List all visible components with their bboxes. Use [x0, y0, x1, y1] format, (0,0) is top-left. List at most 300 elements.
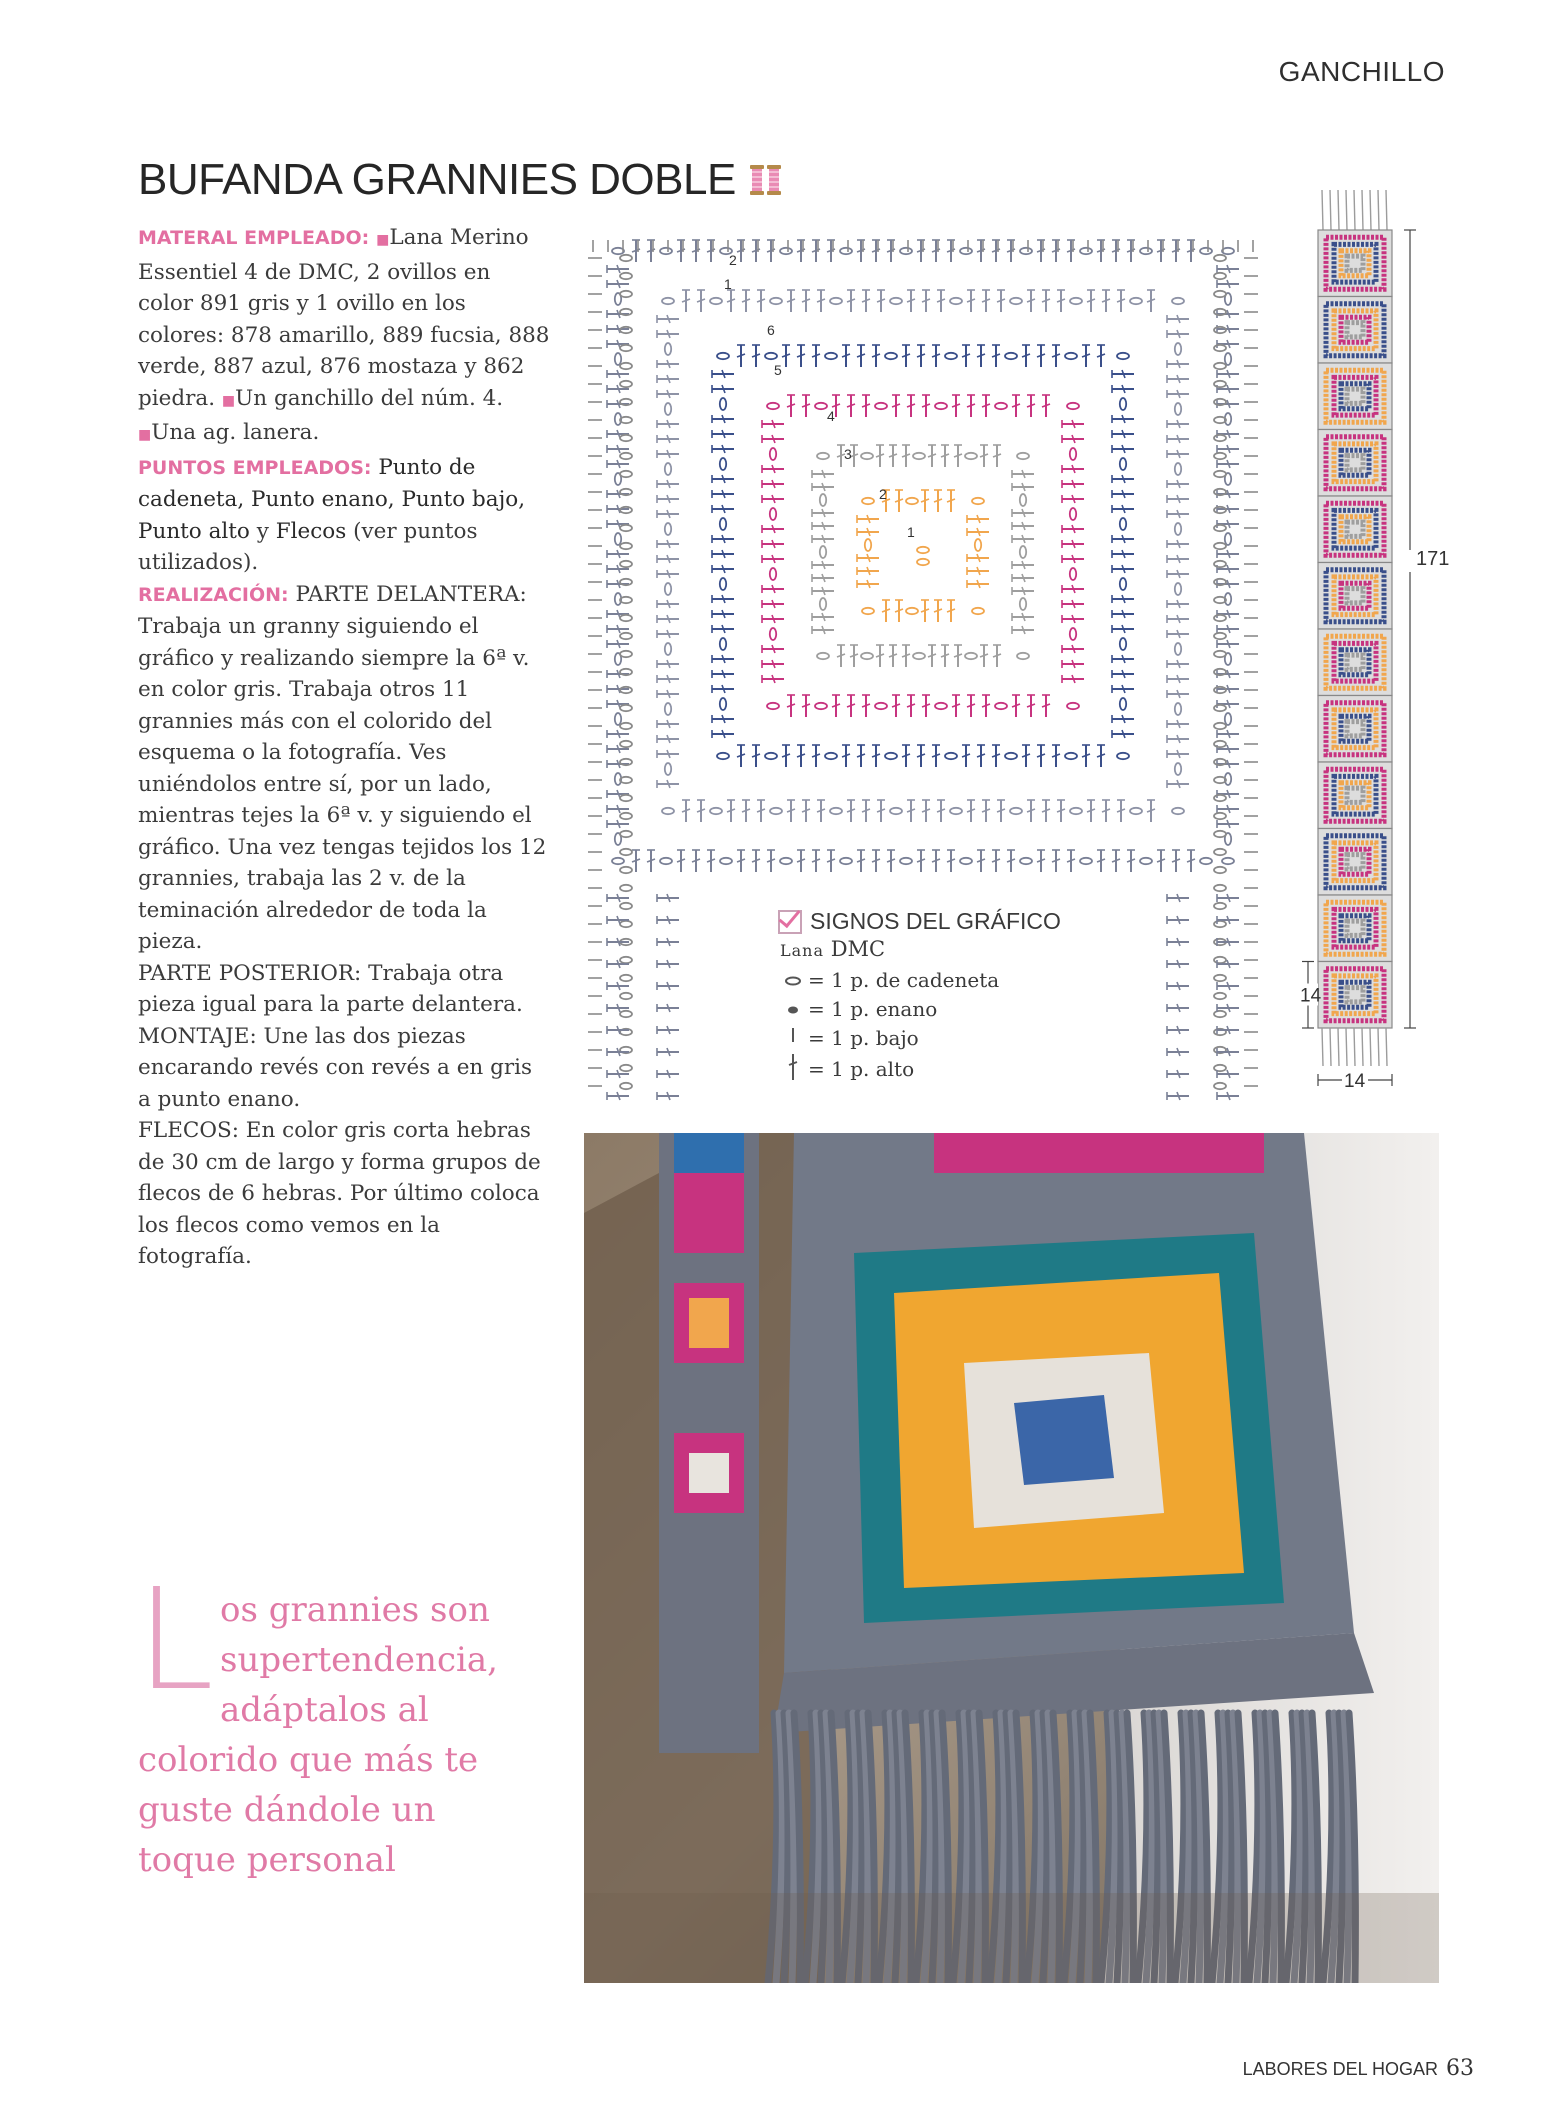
fringe-strand: [1346, 190, 1347, 230]
stitch-double-crochet: [707, 850, 715, 872]
stitch-double-crochet: [967, 554, 989, 562]
stitch-chain: [620, 921, 632, 927]
stitch-double-crochet: [1167, 360, 1189, 368]
stitch-double-crochet: [1112, 715, 1134, 723]
stitch-double-crochet: [657, 1070, 679, 1078]
stitch-double-crochet: [797, 745, 805, 767]
stitch-double-crochet: [782, 745, 790, 767]
stitch-double-crochet: [857, 515, 879, 523]
stitch-double-crochet: [657, 938, 679, 946]
dimension-square-width: 14: [1344, 1071, 1366, 1090]
fringe-strand: [1378, 1028, 1379, 1066]
stitch-double-crochet: [1012, 509, 1034, 517]
stitch-double-crochet: [887, 850, 895, 872]
stitch-double-crochet: [657, 916, 679, 924]
stitch-double-crochet: [1217, 760, 1239, 768]
stitch-double-crochet: [802, 395, 810, 417]
stitch-double-crochet: [697, 290, 705, 312]
stitch-chain: [1117, 753, 1129, 759]
stitch-double-crochet: [1042, 800, 1050, 822]
stitch-chain: [615, 533, 621, 545]
fringe-strand: [1330, 1028, 1331, 1066]
stitch-double-crochet: [947, 850, 955, 872]
stitch-double-crochet: [1007, 850, 1015, 872]
stitch-chain: [830, 808, 842, 814]
stitch-double-crochet: [762, 600, 784, 608]
stitch-double-crochet: [712, 415, 734, 423]
assembly-text: MONTAJE: Une las dos piezas encarando revés con revés a en gris a punto enano.: [138, 1023, 533, 1112]
stitch-double-crochet: [1167, 1092, 1189, 1100]
stitch-double-crochet: [1102, 800, 1110, 822]
stitch-chain: [1130, 298, 1142, 304]
stitch-chain: [1005, 353, 1017, 359]
stitch-double-crochet: [1062, 645, 1084, 653]
stitch-double-crochet: [802, 800, 810, 822]
stitch-double-crochet: [817, 290, 825, 312]
stitch-double-crochet: [712, 625, 734, 633]
stitch-double-crochet: [1112, 625, 1134, 633]
stitch-double-crochet: [872, 850, 880, 872]
chain-icon: [778, 968, 808, 992]
stitch-double-crochet: [1117, 290, 1125, 312]
stitch-double-crochet: [937, 290, 945, 312]
stitch-double-crochet: [872, 745, 880, 767]
round-label: 2: [729, 252, 737, 268]
stitch-double-crochet: [1157, 240, 1165, 262]
stitch-chain: [620, 867, 632, 873]
stitch-chain: [620, 471, 632, 477]
stitch-chain: [720, 458, 726, 470]
stitch-double-crochet: [892, 695, 900, 717]
stitch-chain: [1214, 849, 1226, 855]
stitch-double-crochet: [657, 894, 679, 902]
round-label: 1: [724, 276, 732, 292]
stitch-double-crochet: [1112, 565, 1134, 573]
stitch-double-crochet: [967, 395, 975, 417]
stitch-double-crochet: [657, 630, 679, 638]
stitch-chain: [1214, 525, 1226, 531]
stitch-double-crochet: [742, 800, 750, 822]
stitch-double-crochet: [1167, 450, 1189, 458]
stitch-double-crochet: [762, 675, 784, 683]
stitches-label: PUNTOS EMPLEADOS:: [138, 456, 372, 479]
bullet-icon: ■: [138, 427, 152, 443]
stitch-double-crochet: [941, 645, 949, 667]
fringe-text: FLECOS: En color gris corta hebras de 30 cm de largo y forma grupos de flecos de 6 hebras. Por último coloca los flecos como vemos en la fotografía.: [138, 1118, 541, 1269]
stitch-double-crochet: [1062, 675, 1084, 683]
stitch-double-crochet: [982, 800, 990, 822]
stitch-double-crochet: [977, 850, 985, 872]
stitch-chain: [965, 453, 977, 459]
stitch-chain: [945, 353, 957, 359]
stitch-double-crochet: [1062, 600, 1084, 608]
stitch-chain: [1080, 248, 1092, 254]
stitch-double-crochet: [762, 480, 784, 488]
stitch-double-crochet: [937, 800, 945, 822]
stitch-double-crochet: [877, 800, 885, 822]
stitch-chain: [620, 1065, 632, 1071]
scarf-photo: [584, 1133, 1439, 1983]
stitch-chain: [770, 298, 782, 304]
stitch-double-crochet: [982, 695, 990, 717]
stitch-double-crochet: [847, 695, 855, 717]
stitch-double-crochet: [657, 555, 679, 563]
stitch-double-crochet: [1112, 430, 1134, 438]
stitch-chain: [720, 518, 726, 530]
stitch-chain: [960, 858, 972, 864]
stitch-chain: [660, 248, 672, 254]
stitch-double-crochet: [928, 645, 936, 667]
stitch-double-crochet: [1062, 585, 1084, 593]
stitch-double-crochet: [1112, 445, 1134, 453]
stitch-double-crochet: [917, 345, 925, 367]
stitch-chain: [620, 651, 632, 657]
stitch-chain: [620, 1083, 632, 1089]
stitch-double-crochet: [847, 290, 855, 312]
stitch-double-crochet: [1217, 805, 1239, 813]
stitch-double-crochet: [967, 580, 989, 588]
stitch-double-crochet: [1112, 685, 1134, 693]
stitch-double-crochet: [892, 395, 900, 417]
stitch-chain: [862, 608, 874, 614]
stitch-chain: [1120, 518, 1126, 530]
stitch-double-crochet: [1027, 800, 1035, 822]
stitch-double-crochet: [857, 580, 879, 588]
stitch-chain: [1214, 453, 1226, 459]
stitch-double-crochet: [727, 290, 735, 312]
stitch-double-crochet: [712, 505, 734, 513]
stitch-double-crochet: [657, 435, 679, 443]
stitch-double-crochet: [993, 645, 1001, 667]
stitch-double-crochet: [1167, 894, 1189, 902]
stitch-chain: [720, 578, 726, 590]
stitch-double-crochet: [934, 600, 942, 622]
stitch-double-crochet: [1147, 800, 1155, 822]
stitch-double-crochet: [812, 613, 834, 621]
stitch-double-crochet: [812, 587, 834, 595]
stitch-double-crochet: [872, 345, 880, 367]
stitch-double-crochet: [1112, 535, 1134, 543]
stitch-chain: [1214, 795, 1226, 801]
page-title: [138, 155, 781, 205]
stitch-chain: [972, 608, 984, 614]
stitch-double-crochet: [1052, 345, 1060, 367]
realization-label: REALIZACIÓN:: [138, 583, 289, 606]
stitch-double-crochet: [812, 535, 834, 543]
stitch-chain: [995, 403, 1007, 409]
stitch-double-crochet: [657, 390, 679, 398]
stitch-double-crochet: [1012, 561, 1034, 569]
stitch-double-crochet: [1187, 240, 1195, 262]
stitch-double-crochet: [787, 395, 795, 417]
stitch-chain: [906, 608, 918, 614]
stitch-double-crochet: [977, 745, 985, 767]
stitch-chain: [1214, 273, 1226, 279]
stitch-double-crochet: [712, 730, 734, 738]
stitch-chain: [820, 494, 826, 506]
stitch-chain: [820, 546, 826, 558]
legend-brand: [780, 937, 1061, 961]
stitch-double-crochet: [1217, 745, 1239, 753]
stitch-double-crochet: [1037, 345, 1045, 367]
stitch-double-crochet: [1217, 550, 1239, 558]
stitch-double-crochet: [1167, 675, 1189, 683]
stitch-double-crochet: [812, 509, 834, 517]
stitch-double-crochet: [895, 600, 903, 622]
bullet-icon: ■: [376, 232, 390, 248]
stitch-double-crochet: [1217, 460, 1239, 468]
legend-item-text: = 1 p. enano: [808, 996, 938, 1021]
stitch-double-crochet: [857, 345, 865, 367]
fringe-strand: [1386, 1028, 1387, 1066]
stitch-double-crochet: [921, 600, 929, 622]
stitch-chain: [861, 453, 873, 459]
stitch-chain: [710, 298, 722, 304]
stitch-double-crochet: [737, 745, 745, 767]
stitch-double-crochet: [682, 290, 690, 312]
stitch-double-crochet: [1187, 850, 1195, 872]
stitch-double-crochet: [787, 695, 795, 717]
stitch-double-crochet: [607, 310, 629, 318]
stitch-double-crochet: [1167, 510, 1189, 518]
stitch-chain: [620, 561, 632, 567]
stitch-chain: [1175, 583, 1181, 595]
stitch-chain: [1214, 615, 1226, 621]
fringe-strand: [1330, 190, 1331, 230]
stitch-double-crochet: [952, 695, 960, 717]
stitch-double-crochet: [742, 290, 750, 312]
stitch-chain: [1175, 343, 1181, 355]
stitch-double-crochet: [1167, 720, 1189, 728]
stitch-double-crochet: [812, 626, 834, 634]
stitch-double-crochet: [902, 345, 910, 367]
stitch-chain: [620, 453, 632, 459]
stitch-chain: [620, 705, 632, 711]
stitch-double-crochet: [907, 395, 915, 417]
stitch-chain: [950, 298, 962, 304]
stitch-double-crochet: [712, 385, 734, 393]
stitches-flecos: Flecos: [275, 518, 347, 544]
legend-item-double: [778, 1052, 1061, 1086]
stitch-chain: [1020, 598, 1026, 610]
stitch-double-crochet: [1037, 850, 1045, 872]
stitch-double-crochet: [657, 330, 679, 338]
stitch-double-crochet: [1217, 1026, 1239, 1034]
stitch-chain: [817, 653, 829, 659]
stitch-double-crochet: [982, 290, 990, 312]
stitch-chain: [780, 248, 792, 254]
stitch-double-crochet: [607, 280, 629, 288]
stitch-double-crochet: [1012, 626, 1034, 634]
stitch-chain: [770, 568, 776, 580]
back-text: PARTE POSTERIOR: Trabaja otra pieza igual para la parte delantera.: [138, 960, 523, 1017]
stitch-chain: [620, 831, 632, 837]
stitch-double-crochet: [1062, 435, 1084, 443]
stitch-double-crochet: [1102, 290, 1110, 312]
stitch-double-crochet: [712, 565, 734, 573]
stitch-double-crochet: [1012, 522, 1034, 530]
stitch-double-crochet: [922, 695, 930, 717]
stitch-chain: [960, 248, 972, 254]
stitch-double-crochet: [882, 600, 890, 622]
stitch-double-crochet: [757, 290, 765, 312]
single-crochet-icon: [778, 1025, 808, 1050]
page-footer: [1243, 2056, 1474, 2081]
stitch-chain: [620, 795, 632, 801]
stitch-double-crochet: [952, 395, 960, 417]
scarf-square: [1318, 762, 1392, 829]
stitch-chain: [917, 559, 929, 565]
stitch-double-crochet: [857, 745, 865, 767]
stitch-double-crochet: [657, 960, 679, 968]
stitch-double-crochet: [697, 800, 705, 822]
stitch-double-crochet: [1062, 465, 1084, 473]
stitch-chain: [620, 633, 632, 639]
stitch-chain: [620, 525, 632, 531]
stitch-double-crochet: [1037, 745, 1045, 767]
stitch-chain: [1214, 1083, 1226, 1089]
stitch-double-crochet: [1167, 615, 1189, 623]
stitch-double-crochet: [1167, 600, 1189, 608]
stitch-double-crochet: [607, 640, 629, 648]
stitch-double-crochet: [762, 525, 784, 533]
stitch-double-crochet: [941, 445, 949, 467]
stitch-chain: [825, 753, 837, 759]
stitch-double-crochet: [657, 750, 679, 758]
stitch-chain: [770, 508, 776, 520]
stitch-double-crochet: [1167, 960, 1189, 968]
stitch-double-crochet: [607, 565, 629, 573]
stitch-double-crochet: [1112, 490, 1134, 498]
stitch-double-crochet: [657, 1048, 679, 1056]
stitch-chain: [830, 298, 842, 304]
stitch-double-crochet: [712, 685, 734, 693]
stitch-double-crochet: [1217, 400, 1239, 408]
stitch-chain: [1070, 448, 1076, 460]
scarf-square: [1318, 363, 1392, 430]
stitch-chain: [662, 808, 674, 814]
stitch-double-crochet: [727, 800, 735, 822]
stitch-chain: [1070, 628, 1076, 640]
section-label: GANCHILLO: [1278, 56, 1445, 87]
stitch-double-crochet: [1217, 730, 1239, 738]
stitch-double-crochet: [1012, 613, 1034, 621]
stitch-double-crochet: [1112, 550, 1134, 558]
stitch-double-crochet: [1097, 850, 1105, 872]
stitch-chain: [620, 741, 632, 747]
stitch-double-crochet: [967, 290, 975, 312]
stitch-double-crochet: [1112, 385, 1134, 393]
stitch-double-crochet: [954, 445, 962, 467]
stitch-double-crochet: [782, 345, 790, 367]
scarf-square: [1318, 629, 1392, 696]
stitch-double-crochet: [992, 850, 1000, 872]
stitch-double-crochet: [607, 580, 629, 588]
difficulty-spools-icon: [750, 165, 781, 195]
stitch-double-crochet: [1167, 420, 1189, 428]
stitch-double-crochet: [977, 345, 985, 367]
stitch-chain: [1175, 463, 1181, 475]
stitch-chain: [620, 849, 632, 855]
stitch-chain: [1214, 435, 1226, 441]
stitch-double-crochet: [1167, 555, 1189, 563]
fringe-strand: [1386, 190, 1387, 230]
stitch-double-crochet: [907, 290, 915, 312]
stitch-chain: [820, 598, 826, 610]
stitch-double-crochet: [607, 1048, 629, 1056]
stitch-chain: [1214, 291, 1226, 297]
stitch-double-crochet: [889, 645, 897, 667]
stitch-chain: [717, 753, 729, 759]
stitch-double-crochet: [657, 1026, 679, 1034]
scarf-photo-svg: [584, 1133, 1439, 1983]
stitch-double-crochet: [921, 490, 929, 512]
stitch-chain: [950, 808, 962, 814]
stitch-double-crochet: [682, 800, 690, 822]
stitch-double-crochet: [607, 960, 629, 968]
fringe-strand: [1346, 1028, 1347, 1066]
stitch-double-crochet: [1167, 735, 1189, 743]
stitch-chain: [720, 858, 732, 864]
stitch-double-crochet: [1052, 745, 1060, 767]
stitch-double-crochet: [1022, 745, 1030, 767]
stitch-double-crochet: [967, 695, 975, 717]
stitch-double-crochet: [1112, 475, 1134, 483]
stitch-double-crochet: [657, 675, 679, 683]
stitch-double-crochet: [657, 480, 679, 488]
stitch-double-crochet: [657, 570, 679, 578]
stitch-double-crochet: [1042, 290, 1050, 312]
round-label: 6: [767, 322, 775, 338]
instructions-text: [138, 222, 550, 1273]
stitch-double-crochet: [827, 850, 835, 872]
stitch-chain: [765, 353, 777, 359]
stitch-double-crochet: [1167, 1048, 1189, 1056]
stitch-chain: [1017, 453, 1029, 459]
stitch-double-crochet: [1167, 1070, 1189, 1078]
stitch-double-crochet: [907, 800, 915, 822]
stitch-chain: [1214, 543, 1226, 549]
stitch-double-crochet: [1167, 480, 1189, 488]
stitch-chain: [1065, 353, 1077, 359]
stitch-chain: [615, 353, 621, 365]
stitch-chain: [620, 273, 632, 279]
material-text: Lana Merino Essentiel 4 de DMC, 2 ovillos en color 891 gris y 1 ovillo en los colores: 878 amarillo, 889 fucsia, 888 verde, 887 azul, 876 mostaza y 862 piedra.: [138, 225, 550, 411]
stitch-chain: [900, 858, 912, 864]
stitch-double-crochet: [712, 550, 734, 558]
stitch-double-crochet: [1217, 625, 1239, 633]
stitch-chain: [1070, 508, 1076, 520]
stitch-double-crochet: [1217, 370, 1239, 378]
fringe-strand: [1354, 1028, 1355, 1066]
stitch-chain: [710, 808, 722, 814]
stitch-double-crochet: [657, 735, 679, 743]
stitch-double-crochet: [712, 670, 734, 678]
stitch-double-crochet: [647, 850, 655, 872]
scarf-square: [1318, 696, 1392, 763]
stitch-chain: [620, 381, 632, 387]
stitch-double-crochet: [1112, 240, 1120, 262]
fringe-strand: [1370, 190, 1371, 230]
stitch-double-crochet: [1147, 290, 1155, 312]
stitch-double-crochet: [932, 345, 940, 367]
front-text: PARTE DELANTERA: Trabaja un granny siguiendo el gráfico y realizando siempre la 6ª v. en color gris. Trabaja otros 11 grannies más con el colorido del esquema o la fotografía. Ves uniéndolos entre sí, por un lado, mientras tejes la 6ª v. y siguiendo el gráfico. Una vez tengas tejidos los 12 grannies, trabaja las 2 v. de la teminación alrededor de toda la pieza.: [138, 581, 547, 954]
stitch-double-crochet: [712, 655, 734, 663]
stitch-double-crochet: [1167, 916, 1189, 924]
stitch-double-crochet: [1217, 670, 1239, 678]
stitch-double-crochet: [857, 554, 879, 562]
stitch-chain: [662, 298, 674, 304]
